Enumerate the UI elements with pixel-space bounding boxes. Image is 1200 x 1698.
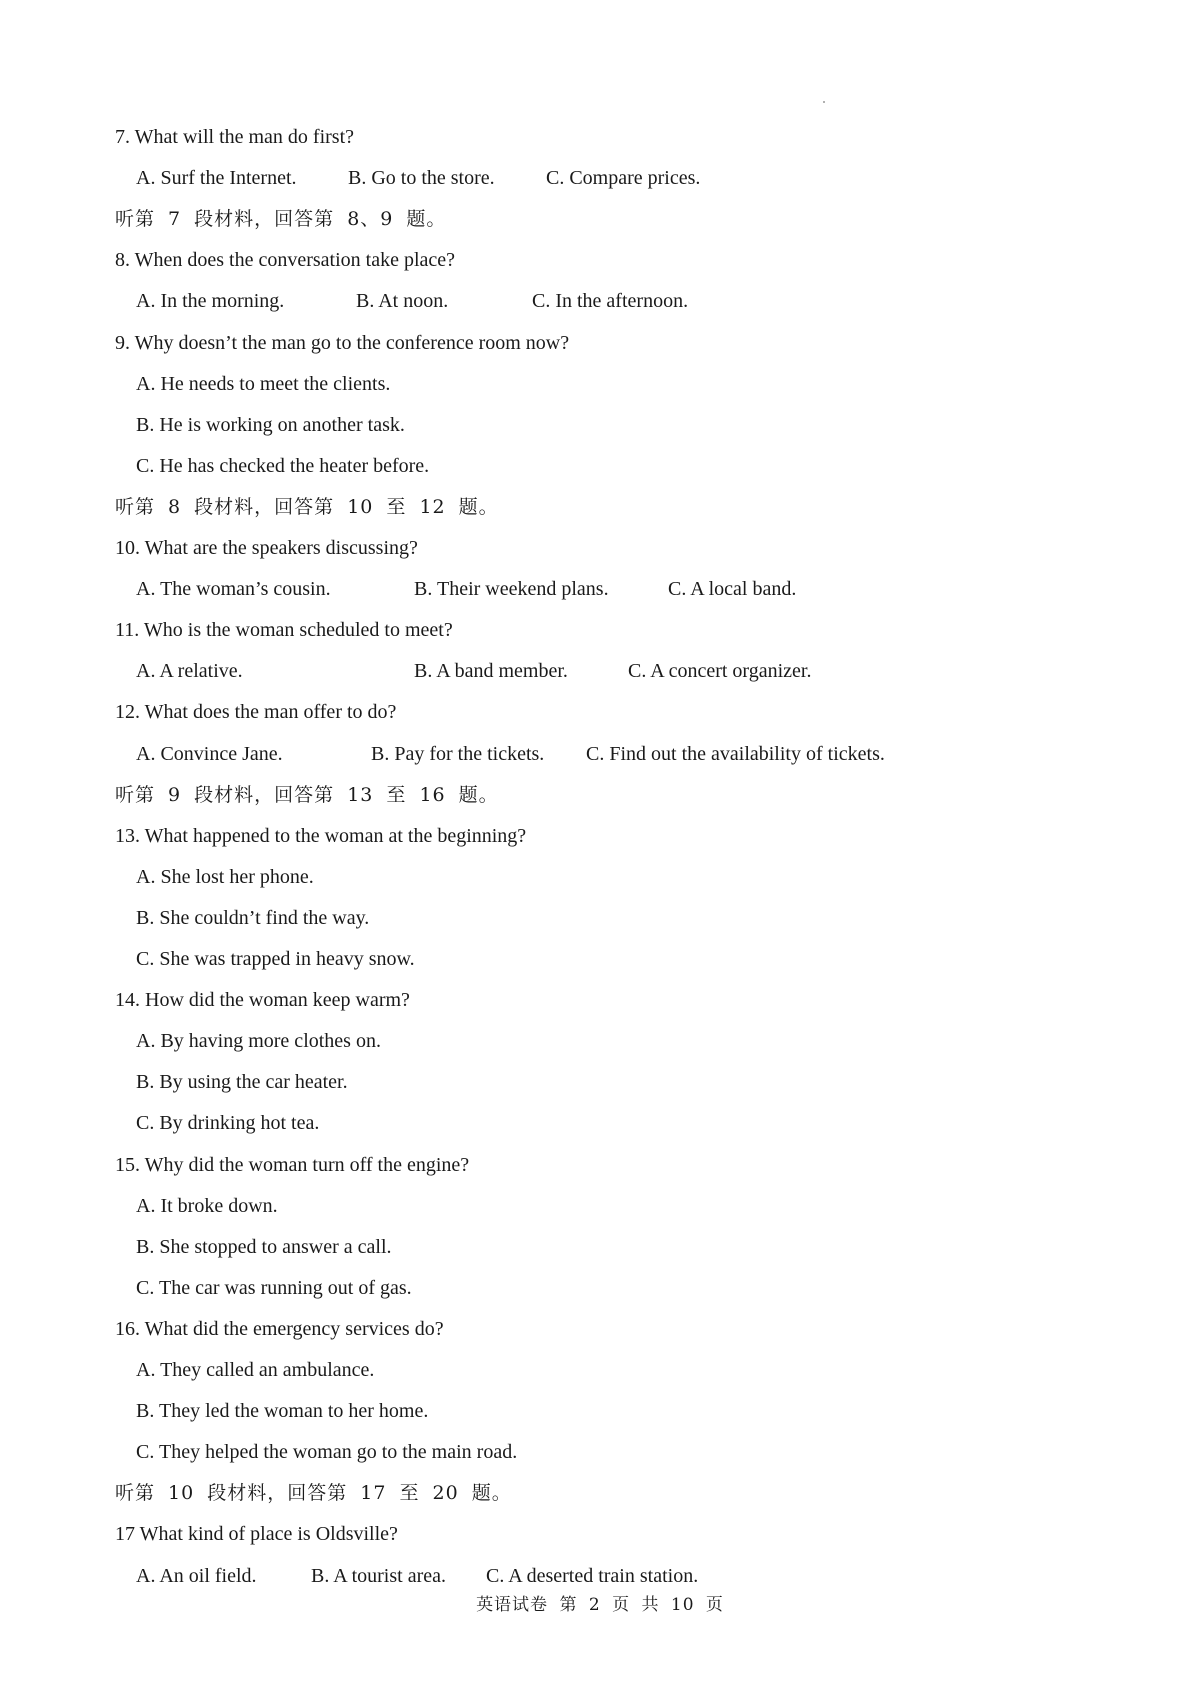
question-text: 8. When does the conversation take place? [115,249,456,271]
answer-option: B. By using the car heater. [136,1071,348,1093]
question-text: 12. What does the man offer to do? [115,701,397,723]
answer-option: A. An oil field. [136,1565,257,1587]
answer-option: B. Go to the store. [348,167,495,189]
answer-option: C. The car was running out of gas. [136,1277,412,1299]
answer-option: A. Surf the Internet. [136,167,297,189]
question-text: 13. What happened to the woman at the beginning? [115,825,527,847]
section-instruction: 听第 7 段材料，回答第 8、9 题。 [115,208,447,230]
answer-option: A. By having more clothes on. [136,1030,381,1052]
answer-option: B. She stopped to answer a call. [136,1236,392,1258]
question-text: 16. What did the emergency services do? [115,1318,444,1340]
answer-option: C. They helped the woman go to the main road. [136,1441,518,1463]
answer-option: B. Pay for the tickets. [371,743,545,765]
page-footer: 英语试卷 第 2 页 共 10 页 [476,1595,724,1615]
section-instruction: 听第 9 段材料，回答第 13 至 16 题。 [115,784,499,806]
question-text: 15. Why did the woman turn off the engine? [115,1154,470,1176]
answer-option: A. He needs to meet the clients. [136,373,391,395]
answer-option: A. The woman’s cousin. [136,578,331,600]
answer-option: C. A local band. [668,578,797,600]
answer-option: B. She couldn’t find the way. [136,907,370,929]
scan-speck [823,101,825,103]
question-text: 11. Who is the woman scheduled to meet? [115,619,453,641]
answer-option: C. A deserted train station. [486,1565,699,1587]
answer-option: A. In the morning. [136,290,285,312]
answer-option: A. It broke down. [136,1195,278,1217]
answer-option: A. A relative. [136,660,243,682]
section-instruction: 听第 10 段材料，回答第 17 至 20 题。 [115,1482,512,1504]
answer-option: C. A concert organizer. [628,660,812,682]
question-text: 7. What will the man do first? [115,126,355,148]
question-text: 14. How did the woman keep warm? [115,989,410,1011]
answer-option: B. Their weekend plans. [414,578,609,600]
answer-option: C. By drinking hot tea. [136,1112,320,1134]
answer-option: C. Compare prices. [546,167,701,189]
question-text: 9. Why doesn’t the man go to the conference room now? [115,332,570,354]
answer-option: C. He has checked the heater before. [136,455,430,477]
answer-option: A. She lost her phone. [136,866,314,888]
answer-option: C. Find out the availability of tickets. [586,743,885,765]
section-instruction: 听第 8 段材料，回答第 10 至 12 题。 [115,496,499,518]
answer-option: C. She was trapped in heavy snow. [136,948,415,970]
question-text: 10. What are the speakers discussing? [115,537,418,559]
answer-option: C. In the afternoon. [532,290,689,312]
answer-option: B. He is working on another task. [136,414,405,436]
answer-option: B. A tourist area. [311,1565,446,1587]
answer-option: B. At noon. [356,290,449,312]
answer-option: B. They led the woman to her home. [136,1400,429,1422]
answer-option: B. A band member. [414,660,568,682]
question-text: 17 What kind of place is Oldsville? [115,1523,398,1545]
answer-option: A. They called an ambulance. [136,1359,375,1381]
answer-option: A. Convince Jane. [136,743,283,765]
